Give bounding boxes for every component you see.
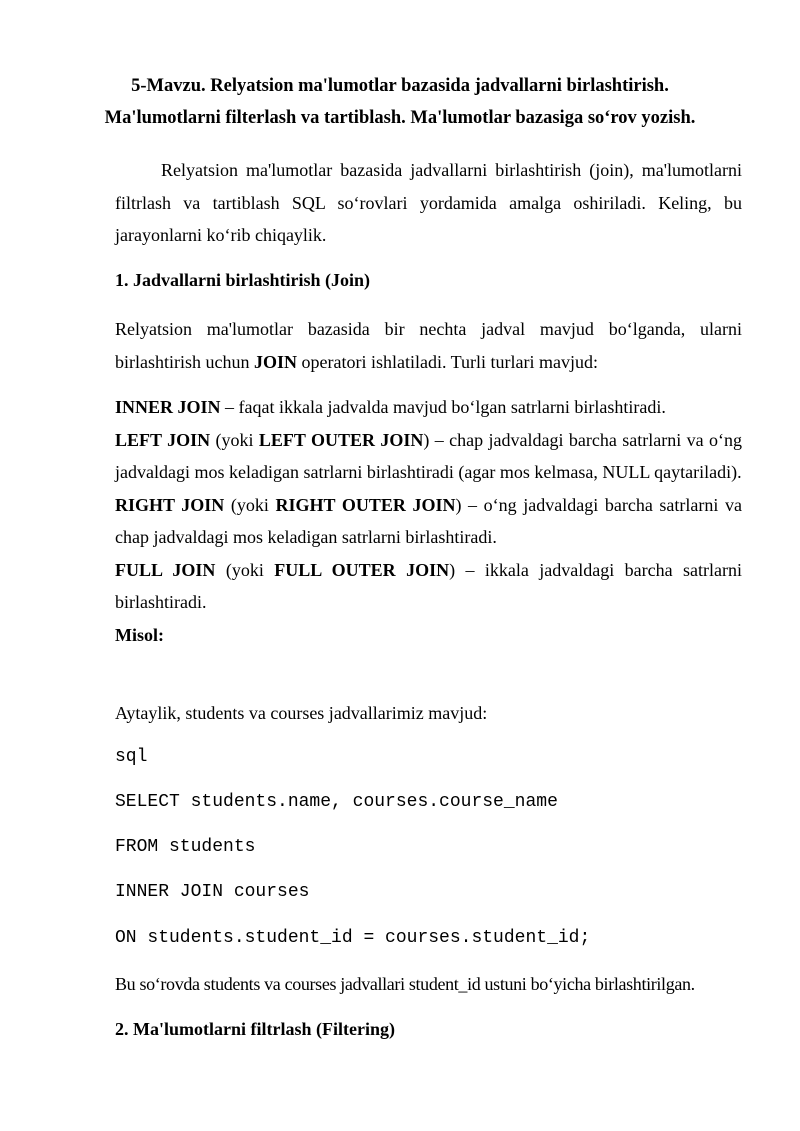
title-line-2: Ma'lumotlarni filterlash va tartiblash. Ma'lumotlar bazasiga so‘rov yozish. xyxy=(104,108,696,128)
section-1-heading: 1. Jadvallarni birlashtirish (Join) xyxy=(115,270,371,290)
example-intro: Aytaylik, students va courses jadvallarimiz mavjud: xyxy=(115,703,488,723)
right-join-item xyxy=(115,489,742,554)
right-join-mid: (yoki xyxy=(224,494,276,515)
inner-join-name: INNER JOIN xyxy=(115,397,221,417)
join-intro-text: Relyatsion ma'lumotlar bazasida bir nechta jadval mavjud bo‘lganda, ularni birlashtirish uchun xyxy=(115,319,742,372)
join-types-list xyxy=(115,391,742,651)
example-label xyxy=(115,619,742,652)
example-explanation: Bu so‘rovda students va courses jadvallari student_id ustuni bo‘yicha birlashtirilgan. xyxy=(115,974,695,994)
right-join-desc: ) – o‘ng jadvaldagi barcha satrlarni va chap jadvaldagi mos keladigan satrlarni birlashtiradi. xyxy=(115,494,742,547)
inner-join-item xyxy=(115,391,742,424)
left-join-desc: ) – chap jadvaldagi barcha satrlarni va o‘ng jadvaldagi mos keladigan satrlarni birlashtiradi (agar mos kelmasa, NULL qaytariladi). xyxy=(115,429,743,482)
code-language-label: sql xyxy=(115,747,148,767)
document-title xyxy=(60,70,740,134)
left-join-name: LEFT JOIN xyxy=(115,429,211,450)
code-line-1: SELECT students.name, courses.course_name xyxy=(115,792,558,812)
right-join-alt: RIGHT OUTER JOIN xyxy=(275,494,456,515)
inner-join-desc: – faqat ikkala jadvalda mavjud bo‘lgan satrlarni birlashtiradi. xyxy=(220,397,666,417)
intro-paragraph: Relyatsion ma'lumotlar bazasida jadvallarni birlashtirish (join), ma'lumotlarni filtrlash va tartiblash SQL so‘rovlari yordamida amalga oshiriladi. Keling, bu jarayonlarni ko‘rib chiqaylik. xyxy=(115,160,742,245)
left-join-alt: LEFT OUTER JOIN xyxy=(258,429,424,450)
full-join-desc: ) – ikkala jadvaldagi barcha satrlarni birlashtiradi. xyxy=(115,559,742,612)
right-join-name: RIGHT JOIN xyxy=(115,494,225,515)
join-keyword: JOIN xyxy=(253,351,297,372)
left-join-mid: (yoki xyxy=(210,429,259,450)
section-2-heading: 2. Ma'lumotlarni filtrlash (Filtering) xyxy=(115,1019,395,1039)
full-join-alt: FULL OUTER JOIN xyxy=(274,559,450,580)
join-intro-text-end: operatori ishlatiladi. Turli turlari mavjud: xyxy=(297,351,598,372)
code-line-2: FROM students xyxy=(115,837,256,857)
full-join-mid: (yoki xyxy=(215,559,275,580)
left-join-item xyxy=(115,424,742,489)
code-line-4: ON students.student_id = courses.student_id; xyxy=(115,928,591,948)
full-join-name: FULL JOIN xyxy=(115,559,216,580)
code-line-3: INNER JOIN courses xyxy=(115,882,310,902)
title-line-1: 5-Mavzu. Relyatsion ma'lumotlar bazasida jadvallarni birlashtirish. xyxy=(131,76,669,96)
example-label-text: Misol: xyxy=(115,624,164,645)
join-intro-paragraph xyxy=(115,313,742,378)
full-join-item xyxy=(115,554,742,619)
